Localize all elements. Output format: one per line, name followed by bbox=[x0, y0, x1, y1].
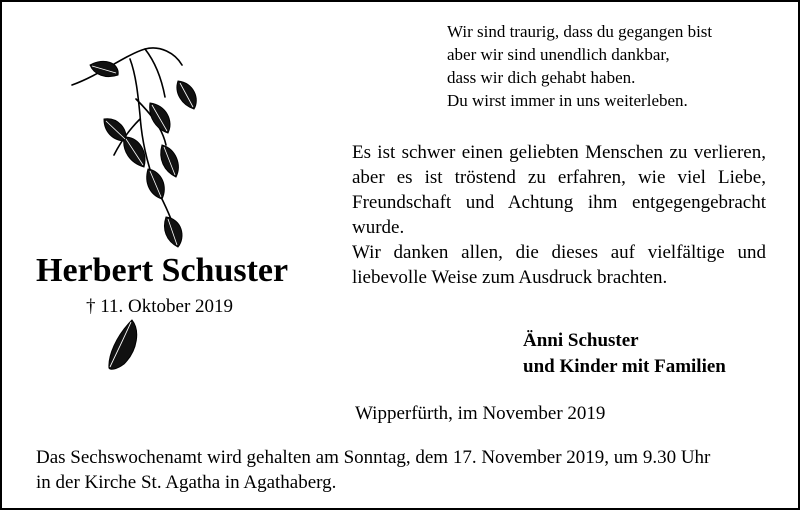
footer-line: in der Kirche St. Agatha in Agathaberg. bbox=[36, 472, 337, 493]
footer-line: Das Sechswochenamt wird gehalten am Sonntag, dem 17. November 2019, um 9.30 Uhr bbox=[36, 447, 711, 468]
signer-line: und Kinder mit Familien bbox=[523, 356, 726, 377]
signer-line: Änni Schuster bbox=[523, 330, 639, 351]
death-date: † 11. Oktober 2019 bbox=[86, 296, 234, 317]
falling-leaf-icon bbox=[106, 316, 142, 372]
service-announcement bbox=[36, 445, 766, 495]
deceased-name: Herbert Schuster bbox=[36, 252, 289, 289]
poem-line: Wir sind traurig, dass du gegangen bist bbox=[447, 22, 713, 41]
message-paragraph: Es ist schwer einen geliebten Menschen zu verlieren, aber es ist tröstend zu erfahren, wie viel Liebe, Freundschaft und Achtung ihm entgegengebracht wurde. bbox=[352, 142, 766, 238]
thank-you-message bbox=[352, 140, 766, 290]
poem-line: aber wir sind unendlich dankbar, bbox=[447, 45, 670, 64]
place-and-date: Wipperfürth, im November 2019 bbox=[355, 403, 606, 424]
poem-line: Du wirst immer in uns weiterleben. bbox=[447, 91, 688, 110]
poem-line: dass wir dich gehabt haben. bbox=[447, 68, 636, 87]
message-paragraph: Wir danken allen, die dieses auf vielfältige und liebevolle Weise zum Ausdruck brachten. bbox=[352, 242, 766, 288]
poem bbox=[447, 20, 712, 112]
birch-branch-icon bbox=[70, 35, 220, 260]
signers bbox=[523, 328, 726, 380]
